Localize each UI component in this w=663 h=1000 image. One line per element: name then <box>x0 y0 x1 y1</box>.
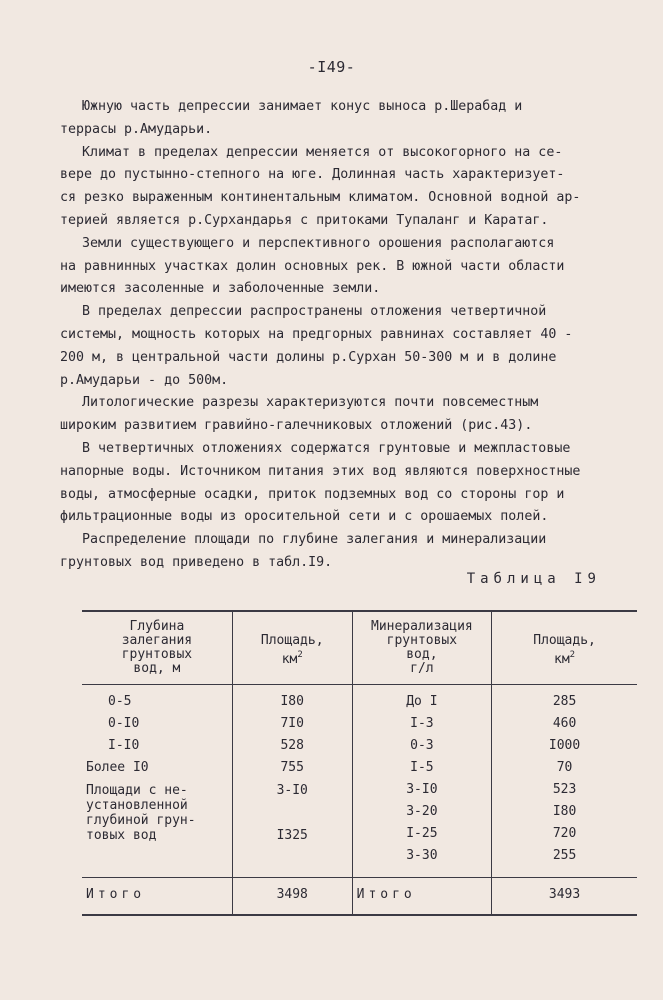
text-line: широким развитием гравийно-галечниковых отложений (рис.43). <box>60 418 533 434</box>
area-2-value: I80 <box>552 804 577 819</box>
mineralization-value: 0-3 <box>410 738 434 753</box>
depth-value: Более I0 <box>86 760 149 775</box>
area-1-value: I80 <box>280 694 304 709</box>
unit-superscript: 2 <box>297 650 303 660</box>
header-line: вод, <box>406 647 438 662</box>
text-line: 200 м, в центральной части долины р.Сурхан 50-300 м и в долине <box>60 349 557 365</box>
header-line: Минерализация <box>371 619 473 634</box>
mineralization-value: I-5 <box>410 760 434 775</box>
unit-text: км <box>281 652 298 667</box>
area-1-value: I325 <box>276 828 308 843</box>
header-line <box>496 648 633 667</box>
table-header-row <box>82 611 637 685</box>
area-2-value: 255 <box>552 848 577 863</box>
header-line <box>237 620 348 634</box>
mineralization-value: 3-20 <box>406 804 438 819</box>
text-line: вере до пустынно-степного на юге. Долинная часть характеризует- <box>60 167 565 183</box>
mineralization-value: 3-I0 <box>406 782 438 797</box>
area-2-cell <box>492 685 637 878</box>
total-label-2: Итого <box>352 878 492 916</box>
depth-unknown-text: глубиной грун- <box>86 813 196 828</box>
total-label: Итого <box>82 878 232 916</box>
header-line <box>237 648 348 667</box>
body-text <box>60 96 630 575</box>
total-area-1: 3498 <box>232 878 352 916</box>
area-2-value: 523 <box>552 782 577 797</box>
paragraph-4 <box>60 301 630 392</box>
header-line: Площадь, <box>260 633 324 648</box>
area-1-value <box>237 813 348 828</box>
text-line: В четвертичных отложениях содержатся грунтовые и межпластовые <box>82 440 571 456</box>
table-total-row <box>82 878 637 916</box>
text-line: р.Амударьи - до 500м. <box>60 372 229 388</box>
mineralization-cell <box>352 685 492 878</box>
mineralization-value: До I <box>406 694 438 709</box>
area-2-value: 720 <box>552 826 577 841</box>
paragraph-6 <box>60 438 630 529</box>
area-1-value: 3-I0 <box>276 783 308 798</box>
text-line: Южную часть депрессии занимает конус выноса р.Шерабад и <box>82 99 523 114</box>
depth-cell <box>82 685 232 878</box>
header-line: Глубина <box>129 619 185 634</box>
header-mineralization <box>352 611 492 685</box>
data-table <box>82 610 637 916</box>
text-line: террасы р.Амударьи. <box>60 121 213 137</box>
table-caption: Таблица I9 <box>466 571 601 587</box>
text-line: Распределение площади по глубине залегания и минерализации <box>82 532 547 548</box>
area-1-cell <box>232 685 352 878</box>
text-line: системы, мощность которых на предгорных равнинах составляет 40 - <box>60 326 573 342</box>
text-line: терией является р.Сурхандарья с притоками Тупаланг и Каратаг. <box>60 212 549 228</box>
unit-text: км <box>554 652 570 667</box>
text-line: ся резко выраженным континентальным климатом. Основной водной ар- <box>60 190 581 206</box>
depth-unknown-text: установленной <box>86 798 188 813</box>
total-area-2: 3493 <box>492 878 637 916</box>
depth-value: I-I0 <box>108 738 140 753</box>
area-1-value: 755 <box>280 760 304 775</box>
text-line: напорные воды. Источником питания этих вод являются поверхностные <box>60 463 581 479</box>
area-1-value: 528 <box>280 738 304 753</box>
paragraph-7 <box>60 529 630 575</box>
page-number: -I49- <box>307 58 356 76</box>
text-line: фильтрационные воды из оросительной сети и с орошаемых полей. <box>60 509 549 525</box>
header-line: грунтовых <box>121 647 193 662</box>
paragraph-5 <box>60 392 630 438</box>
area-2-value: 460 <box>552 716 577 731</box>
header-line: вод, м <box>133 661 181 676</box>
paragraph-2 <box>60 142 630 233</box>
text-line: имеются засоленные и заболоченные земли. <box>60 281 381 297</box>
header-line: залегания <box>121 633 193 648</box>
area-2-value: 285 <box>552 694 577 709</box>
area-1-value: 7I0 <box>280 716 304 731</box>
area-2-value: 70 <box>556 760 573 775</box>
header-line: Площадь, <box>533 633 596 648</box>
depth-unknown-text: товых вод <box>86 828 157 843</box>
depth-value: 0-5 <box>108 694 132 709</box>
text-line: В пределах депрессии распространены отложения четвертичной <box>82 304 547 320</box>
paragraph-3 <box>60 233 630 301</box>
text-line: Климат в пределах депрессии меняется от высокогорного на се- <box>82 144 563 160</box>
area-1-value <box>237 798 348 813</box>
text-line: Земли существующего и перспективного орошения располагаются <box>82 235 555 251</box>
text-line: грунтовых вод приведено в табл.I9. <box>60 554 333 570</box>
header-line: г/л <box>410 661 434 676</box>
depth-unknown-text: Площади с не- <box>86 783 188 798</box>
header-line <box>496 620 633 634</box>
text-line: на равнинных участках долин основных рек. В южной части области <box>60 258 565 274</box>
header-area-1 <box>232 611 352 685</box>
table-row <box>82 685 637 878</box>
mineralization-value: I-3 <box>410 716 434 731</box>
text-line: воды, атмосферные осадки, приток подземных вод со стороны гор и <box>60 486 565 502</box>
text-line: Литологические разрезы характеризуются почти повсеместным <box>82 395 539 411</box>
unit-superscript: 2 <box>569 650 576 660</box>
area-2-value: I000 <box>548 738 581 753</box>
depth-value: 0-I0 <box>108 716 140 731</box>
header-line: грунтовых <box>386 633 458 648</box>
mineralization-value: 3-30 <box>406 848 438 863</box>
mineralization-value: I-25 <box>406 826 438 841</box>
header-depth <box>82 611 232 685</box>
paragraph-1 <box>60 96 630 142</box>
header-area-2 <box>492 611 637 685</box>
